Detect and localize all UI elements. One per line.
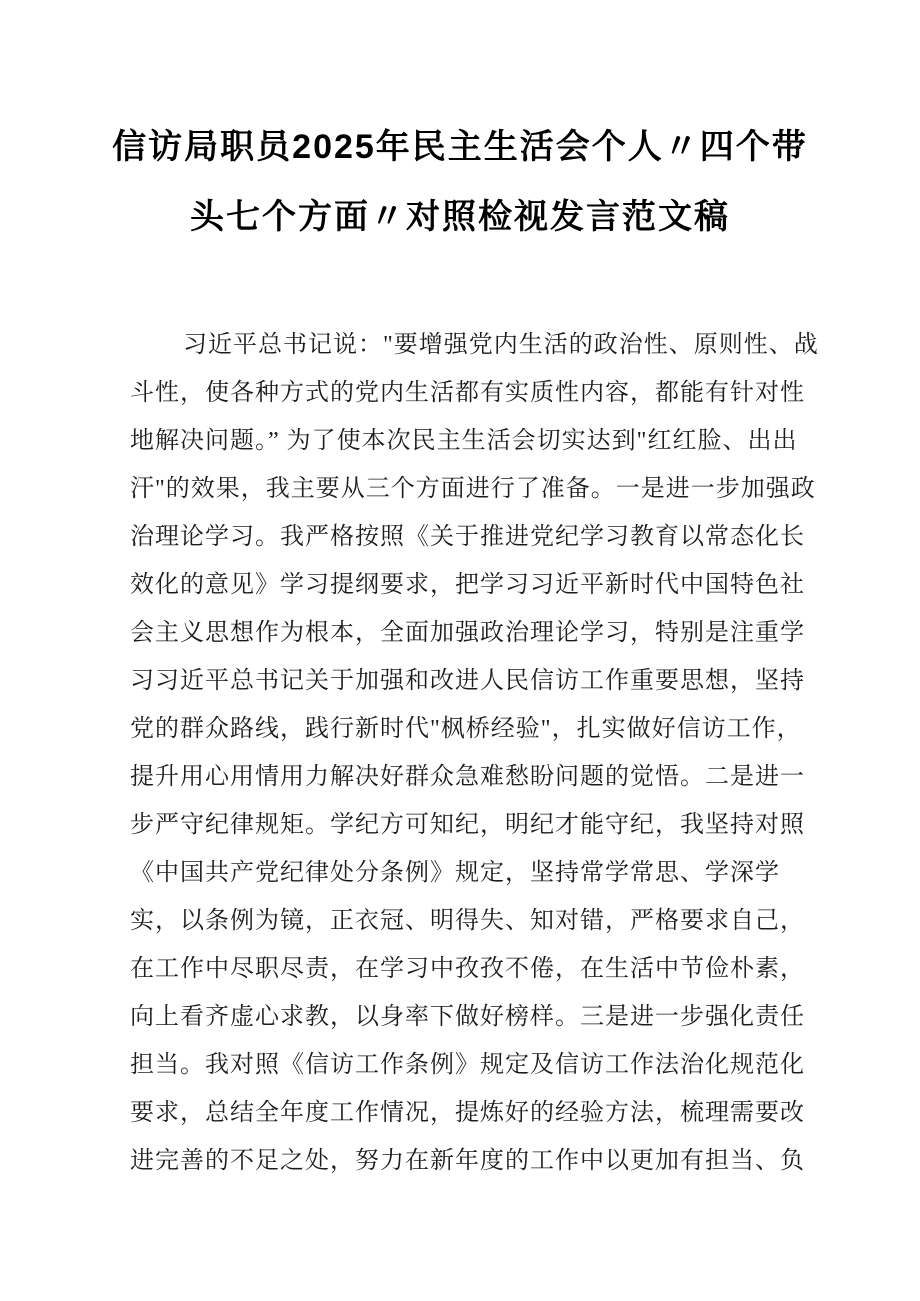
- body-line: 党的群众路线，践行新时代"枫桥经验"，扎实做好信访工作，: [130, 716, 802, 742]
- body-line: 效化的意见》学习提纲要求，把学习习近平新时代中国特色社: [130, 572, 805, 598]
- body-line: 提升用心用情用力解决好群众急难愁盼问题的觉悟。二是进一: [130, 764, 805, 790]
- title-line-1: 信访局职员2025年民主生活会个人〃四个带: [112, 128, 808, 166]
- title-line-2: 头七个方面〃对照检视发言范文稿: [190, 198, 730, 236]
- body-line: 地解决问题。” 为了使本次民主生活会切实达到"红红脸、出出: [130, 428, 798, 454]
- body-line: 向上看齐虚心求教，以身率下做好榜样。三是进一步强化责任: [130, 1004, 805, 1030]
- document-title: [0, 112, 920, 252]
- body-line: 会主义思想作为根本，全面加强政治理论学习，特别是注重学: [130, 620, 805, 646]
- body-line: 《中国共产党纪律处分条例》规定，坚持常学常思、学深学: [130, 860, 780, 886]
- body-line: 步严守纪律规矩。学纪方可知纪，明纪才能守纪，我坚持对照: [130, 812, 805, 838]
- body-line: 习习近平总书记关于加强和改进人民信访工作重要思想，坚持: [130, 668, 805, 694]
- body-line: 习近平总书记说："要增强党内生活的政治性、原则性、战: [183, 332, 819, 358]
- body-line: 斗性，使各种方式的党内生活都有实质性内容，都能有针对性: [130, 380, 805, 406]
- body-line: 担当。我对照《信访工作条例》规定及信访工作法治化规范化: [130, 1052, 805, 1078]
- body-line: 进完善的不足之处，努力在新年度的工作中以更加有担当、负: [130, 1148, 805, 1174]
- body-line: 要求，总结全年度工作情况，提炼好的经验方法，梳理需要改: [130, 1100, 805, 1126]
- document-body: [130, 321, 830, 1185]
- body-line: 治理论学习。我严格按照《关于推进党纪学习教育以常态化长: [130, 524, 805, 550]
- body-line: 实，以条例为镜，正衣冠、明得失、知对错，严格要求自己，: [130, 908, 805, 934]
- body-line: 汗"的效果，我主要从三个方面进行了准备。一是进一步加强政: [130, 476, 816, 502]
- body-line: 在工作中尽职尽责，在学习中孜孜不倦，在生活中节俭朴素，: [130, 956, 805, 982]
